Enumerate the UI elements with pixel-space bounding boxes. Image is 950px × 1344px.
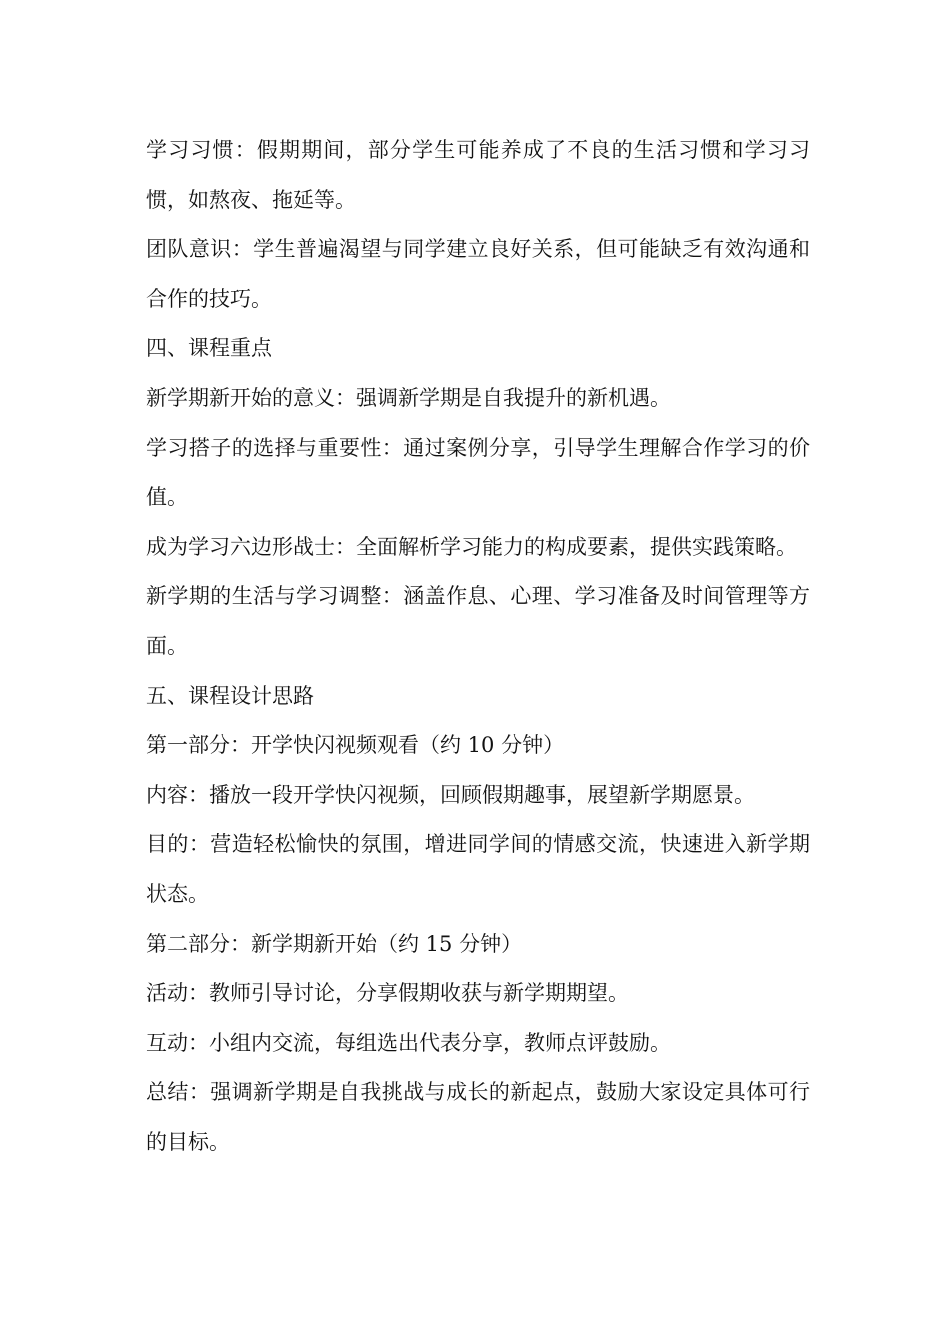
paragraph-part-two-title: 第二部分：新学期新开始（约 15 分钟） — [146, 931, 523, 956]
paragraph-part-one-title: 第一部分：开学快闪视频观看（约 10 分钟） — [146, 733, 565, 758]
paragraph-hexagon-warrior: 成为学习六边形战士：全面解析学习能力的构成要素，提供实践策略。 — [146, 534, 797, 559]
paragraph-life-study-adjustment: 新学期的生活与学习调整：涵盖作息、心理、学习准备及时间管理等方面。 — [146, 584, 810, 658]
paragraph-part-one-purpose: 目的：营造轻松愉快的氛围，增进同学间的情感交流，快速进入新学期状态。 — [146, 832, 810, 906]
section-heading-course-design: 五、课程设计思路 — [146, 683, 314, 708]
paragraph-part-two-activity: 活动：教师引导讨论，分享假期收获与新学期期望。 — [146, 981, 629, 1006]
paragraph-study-partner: 学习搭子的选择与重要性：通过案例分享，引导学生理解合作学习的价值。 — [146, 435, 810, 510]
paragraph-new-semester-meaning: 新学期新开始的意义：强调新学期是自我提升的新机遇。 — [146, 385, 671, 410]
paragraph-team-awareness: 团队意识：学生普遍渴望与同学建立良好关系，但可能缺乏有效沟通和合作的技巧。 — [146, 237, 810, 311]
paragraph-part-two-summary: 总结：强调新学期是自我挑战与成长的新起点，鼓励大家设定具体可行的目标。 — [146, 1080, 810, 1154]
paragraph-part-two-interaction: 互动：小组内交流，每组选出代表分享，教师点评鼓励。 — [146, 1030, 671, 1055]
paragraph-part-one-content: 内容：播放一段开学快闪视频，回顾假期趣事，展望新学期愿景。 — [146, 782, 755, 807]
paragraph-study-habits: 学习习惯：假期期间，部分学生可能养成了不良的生活习惯和学习习惯，如熬夜、拖延等。 — [146, 138, 810, 212]
document-body — [146, 126, 810, 1167]
section-heading-course-focus: 四、课程重点 — [146, 336, 272, 361]
